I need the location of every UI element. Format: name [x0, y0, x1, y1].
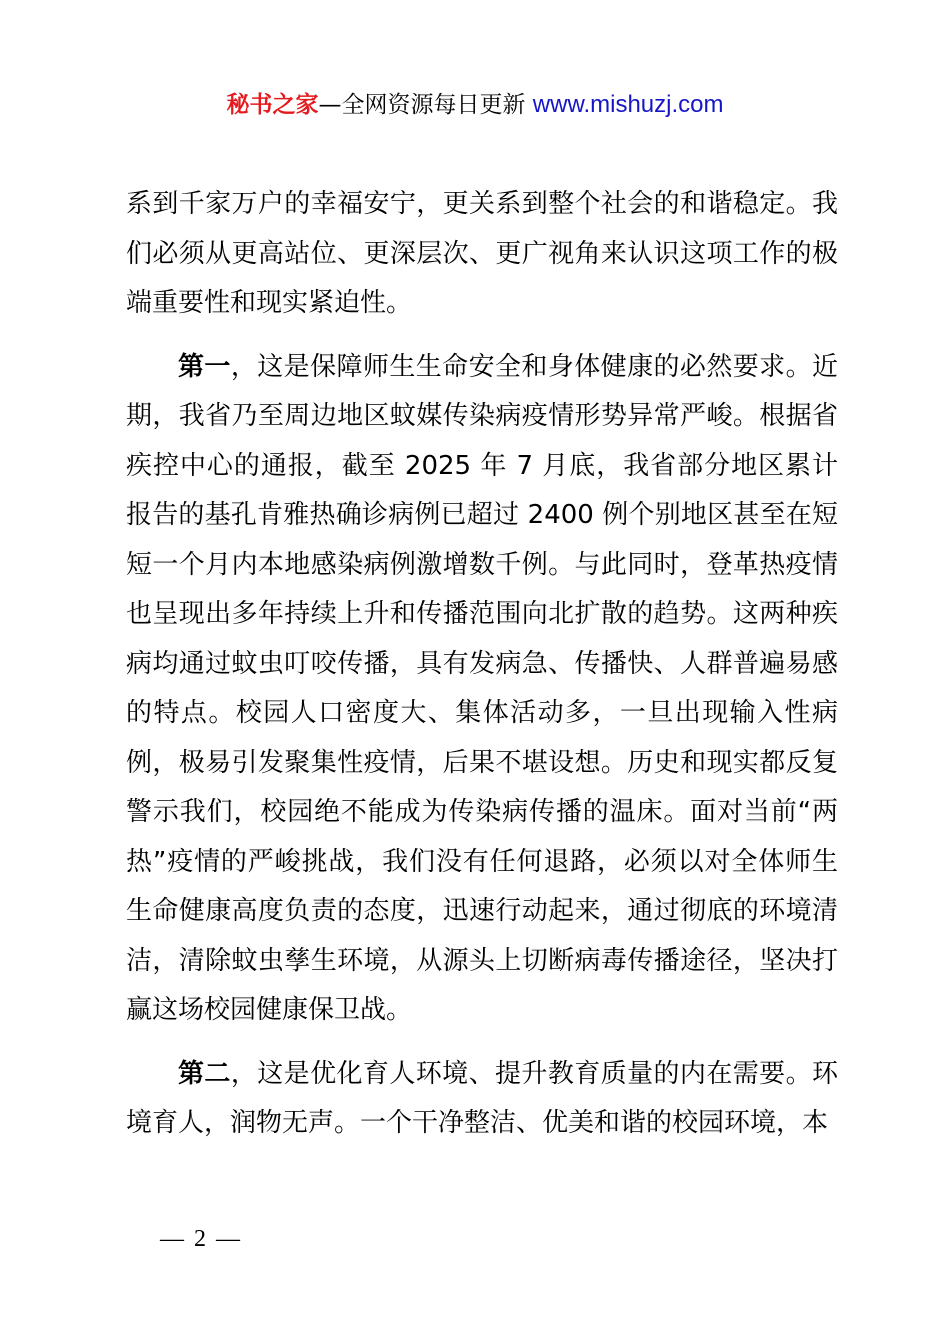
- header-tagline: —全网资源每日更新: [318, 92, 533, 118]
- paragraph-second-point: [126, 1050, 838, 1149]
- paragraph-lead-second: 第二: [178, 1058, 231, 1089]
- watermark-header: [0, 88, 950, 122]
- paragraph-continuation: 系到千家万户的幸福安宁，更关系到整个社会的和谐稳定。我们必须从更高站位、更深层次、更广视角来认识这项工作的极端重要性和现实紧迫性。: [126, 189, 838, 318]
- brand-name: 秘书之家: [226, 92, 319, 118]
- paragraph-first-point: [126, 343, 838, 1036]
- paragraph-lead-first: 第一: [178, 351, 231, 382]
- page-number: — 2 —: [160, 1226, 242, 1252]
- document-body: [126, 180, 838, 1149]
- paragraph-first-text: ，这是保障师生生命安全和身体健康的必然要求。近期，我省乃至周边地区蚊媒传染病疫情形势异常严峻。根据省疾控中心的通报，截至 2025 年 7 月底，我省部分地区累计报告的基孔肯雅热确诊病例已超过 2400 例个别地区甚至在短短一个月内本地感染病例激增数千例。与此同时，登革热疫情也呈现出多年持续上升和传播范围向北扩散的趋势。这两种疾病均通过蚊虫叮咬传播，具有发病急、传播快、人群普遍易感的特点。校园人口密度大、集体活动多，一旦出现输入性病例，极易引发聚集性疫情，后果不堪设想。历史和现实都反复警示我们，校园绝不能成为传染病传播的温床。面对当前“两热”疫情的严峻挑战，我们没有任何退路，必须以对全体师生生命健康高度负责的态度，迅速行动起来，通过彻底的环境清洁，清除蚊虫孳生环境，从源头上切断病毒传播途径，坚决打赢这场校园健康保卫战。: [126, 351, 838, 1025]
- paragraph-second-text: ，这是优化育人环境、提升教育质量的内在需要。环境育人，润物无声。一个干净整洁、优美和谐的校园环境，本: [126, 1058, 838, 1138]
- site-url-link[interactable]: www.mishuzj.com: [532, 91, 724, 118]
